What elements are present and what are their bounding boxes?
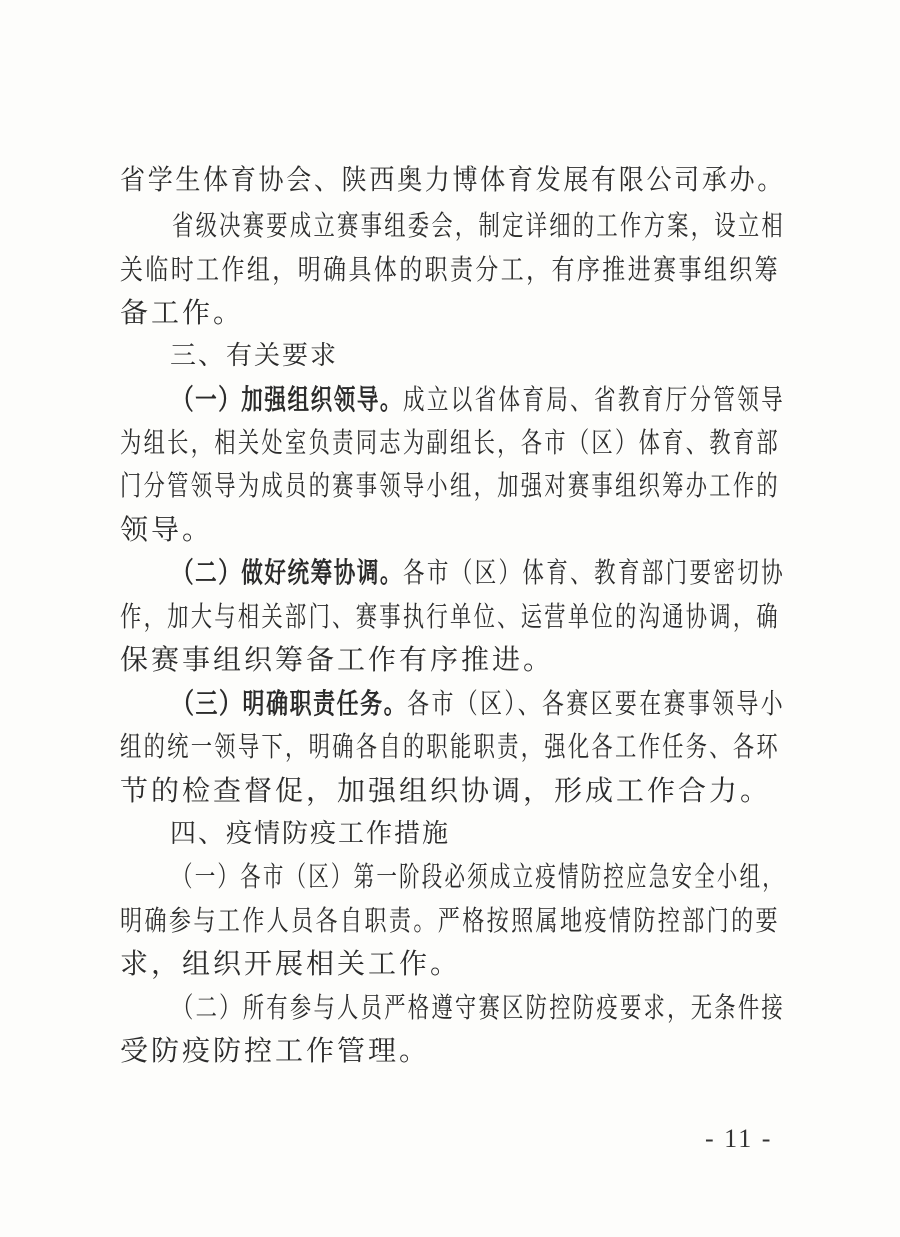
section-heading: 四、疫情防疫工作措施	[170, 819, 451, 849]
paragraph-line: 受防疫防控工作管理。	[120, 1034, 431, 1067]
paragraph-line: 作，加大与相关部门、赛事执行单位、运营单位的沟通协调，确	[120, 600, 781, 633]
paragraph-line: 明确参与工作人员各自职责。严格按照属地疫情防控部门的要	[120, 904, 781, 937]
paragraph-line: （一）各市（区）第一阶段必须成立疫情防控应急安全小组，	[172, 860, 786, 893]
subsection-line: （三）明确职责任务。各市（区）、各赛区要在赛事领导小	[172, 687, 786, 720]
page-number: - 11 -	[705, 1124, 773, 1153]
subsection-title: （一）加强组织领导。	[172, 383, 404, 416]
paragraph-line: 省学生体育协会、陕西奥力博体育发展有限公司承办。	[120, 163, 786, 196]
paragraph-line: 组的统一领导下，明确各自的职能职责，强化各工作任务、各环	[120, 730, 781, 763]
paragraph-line: 为组长，相关处室负责同志为副组长，各市（区）体育、教育部	[120, 426, 781, 459]
paragraph-line: 领导。	[120, 513, 214, 546]
subsection-line: （一）加强组织领导。成立以省体育局、省教育厅分管领导	[172, 383, 786, 416]
section-heading: 三、有关要求	[170, 341, 339, 371]
paragraph-line: （二）所有参与人员严格遵守赛区防控防疫要求，无条件接	[172, 991, 786, 1024]
paragraph-line: 节的检查督促，加强组织协调，形成工作合力。	[120, 774, 772, 807]
subsection-title: （三）明确职责任务。	[172, 687, 408, 720]
paragraph-line: 门分管领导为成员的赛事领导小组，加强对赛事组织筹办工作的	[120, 469, 781, 502]
paragraph-line: 保赛事组织筹备工作有序推进。	[120, 643, 555, 676]
paragraph-line: 关临时工作组，明确具体的职责分工，有序推进赛事组织筹	[120, 253, 781, 286]
paragraph-line: 求，组织开展相关工作。	[120, 947, 462, 980]
paragraph-line: 备工作。	[120, 296, 245, 329]
paragraph-line: 省级决赛要成立赛事组委会，制定详细的工作方案，设立相	[172, 209, 786, 242]
subsection-title: （二）做好统筹协调。	[172, 556, 404, 589]
subsection-line: （二）做好统筹协调。各市（区）体育、教育部门要密切协	[172, 556, 786, 589]
